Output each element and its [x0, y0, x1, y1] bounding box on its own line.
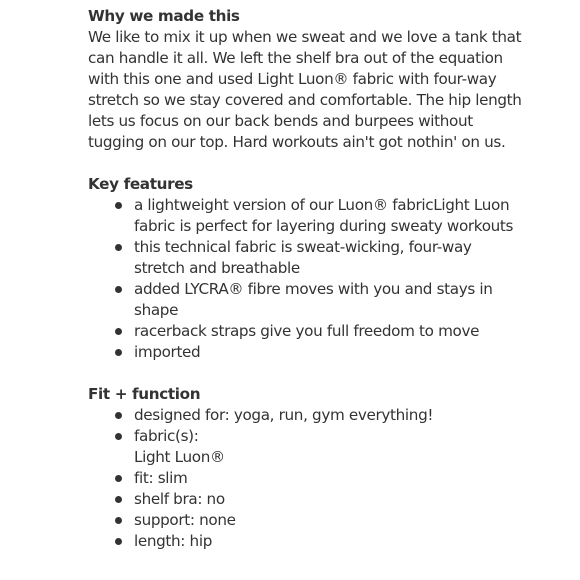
- list-item: [88, 489, 572, 510]
- feature-line: shape: [134, 301, 179, 319]
- bullet-icon: [115, 433, 122, 440]
- list-item: [88, 426, 572, 468]
- list-item: [88, 468, 572, 489]
- fit-line: support: none: [134, 511, 236, 529]
- bullet-icon: [115, 286, 122, 293]
- bullet-icon: [115, 349, 122, 356]
- feature-line: imported: [134, 343, 201, 361]
- why-line: stretch so we stay covered and comfortable. The hip length: [88, 91, 522, 109]
- product-description: [88, 6, 572, 552]
- list-item: [88, 321, 572, 342]
- list-item: [88, 279, 572, 321]
- why-heading: Why we made this: [88, 7, 240, 25]
- list-item: [88, 342, 572, 363]
- fit-line: length: hip: [134, 532, 212, 550]
- fit-list: [88, 405, 572, 552]
- why-line: lets us focus on our back bends and burpees without: [88, 112, 473, 130]
- bullet-icon: [115, 475, 122, 482]
- list-item: [88, 405, 572, 426]
- why-line: We like to mix it up when we sweat and we love a tank that: [88, 28, 522, 46]
- bullet-icon: [115, 496, 122, 503]
- why-line: can handle it all. We left the shelf bra out of the equation: [88, 49, 503, 67]
- bullet-icon: [115, 202, 122, 209]
- bullet-icon: [115, 517, 122, 524]
- list-item: [88, 531, 572, 552]
- why-paragraph: [88, 27, 572, 153]
- section-spacer: [88, 363, 572, 384]
- feature-line: stretch and breathable: [134, 259, 300, 277]
- bullet-icon: [115, 412, 122, 419]
- bullet-icon: [115, 244, 122, 251]
- fit-line: shelf bra: no: [134, 490, 225, 508]
- list-item: [88, 195, 572, 237]
- feature-line: racerback straps give you full freedom to move: [134, 322, 480, 340]
- fit-line: fabric(s):: [134, 427, 199, 445]
- fit-line: designed for: yoga, run, gym everything!: [134, 406, 434, 424]
- feature-line: added LYCRA® fibre moves with you and stays in: [134, 280, 493, 298]
- bullet-icon: [115, 538, 122, 545]
- why-line: tugging on our top. Hard workouts ain't got nothin' on us.: [88, 133, 506, 151]
- list-item: [88, 237, 572, 279]
- list-item: [88, 510, 572, 531]
- feature-line: this technical fabric is sweat-wicking, four-way: [134, 238, 472, 256]
- section-spacer: [88, 153, 572, 174]
- fit-heading: Fit + function: [88, 385, 201, 403]
- features-list: [88, 195, 572, 363]
- features-heading: Key features: [88, 175, 193, 193]
- fit-line: Light Luon®: [134, 448, 225, 466]
- feature-line: fabric is perfect for layering during sweaty workouts: [134, 217, 514, 235]
- bullet-icon: [115, 328, 122, 335]
- why-line: with this one and used Light Luon® fabric with four-way: [88, 70, 497, 88]
- feature-line: a lightweight version of our Luon® fabricLight Luon: [134, 196, 510, 214]
- fit-line: fit: slim: [134, 469, 188, 487]
